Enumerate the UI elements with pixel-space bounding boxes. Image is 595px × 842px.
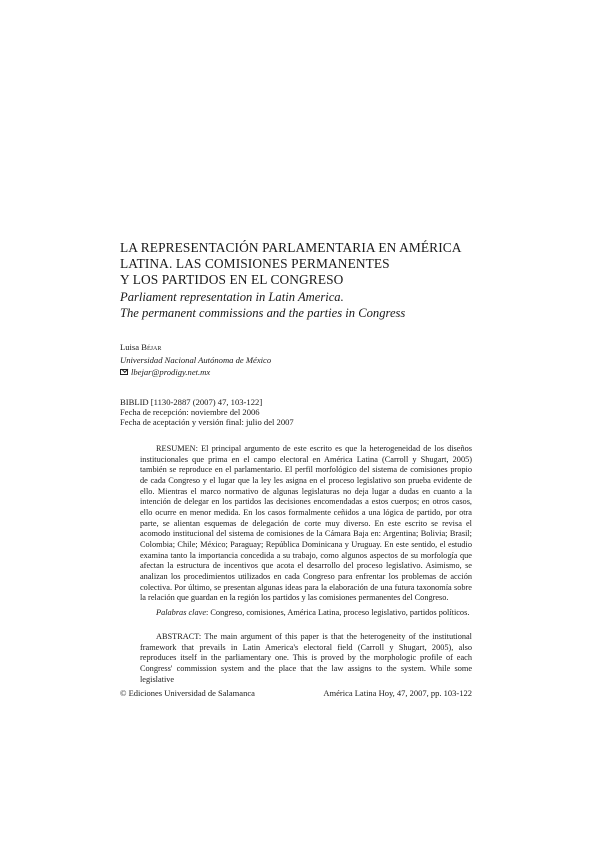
envelope-icon: [120, 369, 128, 375]
author-first-name: Luisa: [120, 342, 140, 352]
author-name: [120, 341, 420, 354]
author-affiliation: Universidad Nacional Autónoma de México: [120, 354, 272, 365]
received-date: Fecha de recepción: noviembre del 2006: [120, 407, 260, 418]
article-title: [120, 240, 500, 321]
article-metadata: [120, 397, 440, 428]
page-footer: [120, 688, 472, 698]
biblid: BIBLID [1130-2887 (2007) 47, 103-122]: [120, 397, 263, 407]
abstract-section: [140, 632, 472, 685]
author-info: [120, 341, 420, 379]
resumen-text: RESUMEN: El principal argumento de este escrito es que la heterogeneidad de los diseños institucionales que prima en el campo electoral en América Latina (Carroll y Shugart, 2005) también se reproduce en el parlamentario. El perfil morfológico del sistema de comisiones propio de cada Congreso y el lugar que la ley les asigna en el proceso legislativo son prueba evidente de ello. Mientras el marco normativo de algunas legislaturas no deja lugar a dudas en cuanto a la intención de delegar en los partidos las decisiones encomendadas a estos cuerpos; en otros casos, ello ocurre en menor medida. En los casos formalmente ceñidos a una lógica de partido, por otra parte, se alientan esquemas de delegación de corte muy diverso. En este escrito se revisa el acomodo institucional del sistema de comisiones de la Cámara Baja en: Argentina; Bolivia; Brasil; Colombia; Chile; México; Paraguay; República Dominicana y Uruguay. En este sentido, el estudio examina tanto la importancia concedida a su trabajo, como algunos aspectos de su morfología que afectan la estructura de incentivos que acota el desarrollo del proceso legislativo. Asimismo, se analizan los procedimientos utilizados en cada Congreso para enfrentar los problemas de acción colectiva. Por último, se presentan algunas ideas para la elaboración de una futura taxonomía sobre la relación que guardan en la región los partidos y las comisiones permanentes del Congreso.: [140, 444, 472, 603]
keywords-section: [140, 608, 472, 619]
title-es-line-1: LA REPRESENTACIÓN PARLAMENTARIA EN AMÉRICA: [120, 240, 462, 255]
accepted-date: Fecha de aceptación y versión final: julio del 2007: [120, 417, 294, 428]
author-email[interactable]: lbejar@prodigy.net.mx: [131, 367, 211, 377]
keywords-text: : Congreso, comisiones, América Latina, proceso legislativo, partidos políticos.: [206, 608, 470, 617]
footer-publisher: © Ediciones Universidad de Salamanca: [120, 688, 255, 698]
keywords-label: Palabras clave: [156, 608, 207, 617]
author-last-name: Béjar: [141, 342, 162, 352]
title-en-line-1: Parliament representation in Latin America.: [120, 289, 344, 304]
abstract-text: ABSTRACT: The main argument of this paper is that the heterogeneity of the institutional framework that prevails in Latin America's electoral field (Carroll y Shugart, 2005), also reproduces itself in the parliamentary one. This is proved by the morphologic profile of each Congress' commission system and the place that the law assigns to the system. While some legislative: [140, 632, 472, 684]
author-email-row: [120, 366, 420, 379]
resumen-section: [140, 444, 472, 604]
title-en-line-2: The permanent commissions and the parties in Congress: [120, 305, 406, 320]
title-es-line-3: Y LOS PARTIDOS EN EL CONGRESO: [120, 272, 344, 288]
title-es-line-2: LATINA. LAS COMISIONES PERMANENTES: [120, 256, 390, 272]
footer-citation: América Latina Hoy, 47, 2007, pp. 103-122: [323, 688, 472, 698]
